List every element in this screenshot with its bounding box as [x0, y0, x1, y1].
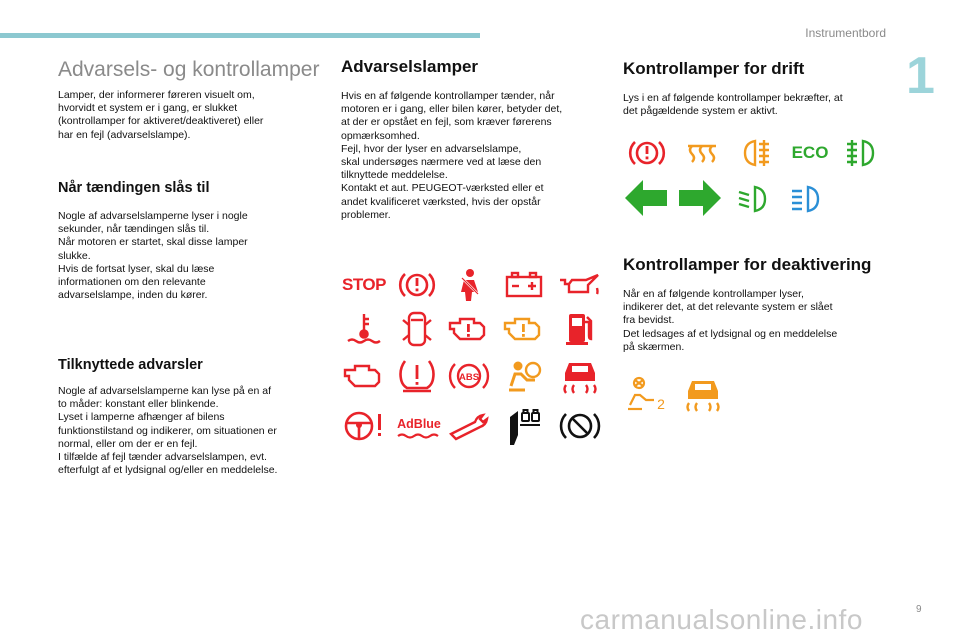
- fuel-icon: [557, 309, 603, 349]
- abs-icon: [446, 356, 492, 396]
- glow-plug-icon: [679, 133, 725, 173]
- engine-diagnosis-icon: [341, 356, 387, 396]
- service-wrench-icon: [446, 406, 492, 446]
- svg-text:AdBlue: AdBlue: [397, 417, 441, 431]
- deactivation-heading: Kontrollamper for deaktivering: [623, 255, 872, 274]
- electric-parking-brake-icon: [557, 406, 603, 446]
- deactivation-text: Når en af følgende kontrollamper lyser, indikerer det, at det relevante system er slået fra bevidst. Det ledsages af et lydsignal og en meddelelse på skærmen.: [623, 288, 838, 353]
- header-accent-bar: [0, 33, 480, 38]
- brake-red-icon: [624, 133, 670, 173]
- ignition-text: Nogle af advarselslamperne lyser i nogle sekunder, når tændingen slås til. Når motoren er startet, skal disse lamper slukke. Hvis de fortsat lyser, skal du læse informationen om den relevante advarselslampe, inden du kører.: [58, 210, 248, 302]
- intro-text: Lamper, der informerer føreren visuelt om, hvorvidt et system er i gang, er slukket (kontrollamper for aktiveret/deaktiveret) eller har en fejl (advarselslampe).: [58, 89, 264, 141]
- warning-heading: Advarselslamper: [341, 57, 479, 76]
- operation-heading: Kontrollamper for drift: [623, 59, 805, 78]
- passenger-airbag-off-icon: [624, 374, 670, 414]
- engine-service-icon: [501, 309, 547, 349]
- watermark: carmanualsonline.info: [580, 604, 863, 635]
- power-steering-icon: [341, 406, 387, 446]
- chapter-number: 1: [906, 47, 935, 105]
- brake-icon: [394, 265, 440, 305]
- svg-text:ABS: ABS: [458, 372, 480, 383]
- front-fog-icon: [840, 133, 886, 173]
- tyre-pressure-icon: [394, 356, 440, 396]
- section-name: Instrumentbord: [805, 26, 886, 40]
- eco-icon: ECO: [791, 143, 829, 162]
- seatbelt-icon: [446, 265, 492, 305]
- ignition-heading: Når tændingen slås til: [58, 180, 210, 196]
- door-open-icon: [394, 309, 440, 349]
- stop-icon: STOP: [342, 275, 386, 294]
- stability-control-off-icon: [680, 374, 726, 414]
- right-indicator-icon: [676, 176, 724, 220]
- rear-fog-icon: [732, 133, 778, 173]
- associated-heading: Tilknyttede advarsler: [58, 357, 203, 373]
- oil-pressure-icon: [557, 265, 603, 305]
- engine-fault-icon: [446, 309, 492, 349]
- warning-text: Hvis en af følgende kontrollamper tænder, når motoren er i gang, eller bilen kører, betyder det, at der er opstået en fejl, som kræver førerens opmærksomhed. Fejl, hvor der lyser en advarselslampe, skal undersøges nærmere ved at læse den tilknyttede meddelelse. Kontakt et aut. PEUGEOT-værksted eller et andet kvalificeret værksted, hvis der opstår problemer.: [341, 90, 563, 221]
- svg-text:2: 2: [657, 396, 665, 412]
- dipped-beam-icon: [732, 179, 778, 219]
- airbag-icon: [501, 356, 547, 396]
- adblue-icon: [394, 406, 444, 446]
- operation-text: Lys i en af følgende kontrollamper bekræfter, at det pågældende system er aktivt.: [623, 92, 843, 118]
- associated-text: Nogle af advarselslamperne kan lyse på en af to måder: konstant eller blinkende. Lyset i lamperne afhænger af bilens funktionstilstand og indikerer, om situationen er normal, eller om der er en fejl. I tilfælde af fejl tænder advarselslampen, evt. efterfulgt af et lydsignal og/eller en meddelelse.: [58, 385, 278, 477]
- left-indicator-icon: [622, 176, 670, 220]
- stability-control-icon: [557, 356, 603, 396]
- battery-icon: [501, 265, 547, 305]
- child-lock-icon: [501, 406, 547, 446]
- page-number: 9: [916, 604, 922, 615]
- coolant-temperature-icon: [341, 309, 387, 349]
- main-beam-icon: [785, 179, 831, 219]
- page-title: Advarsels- og kontrollamper: [58, 58, 320, 81]
